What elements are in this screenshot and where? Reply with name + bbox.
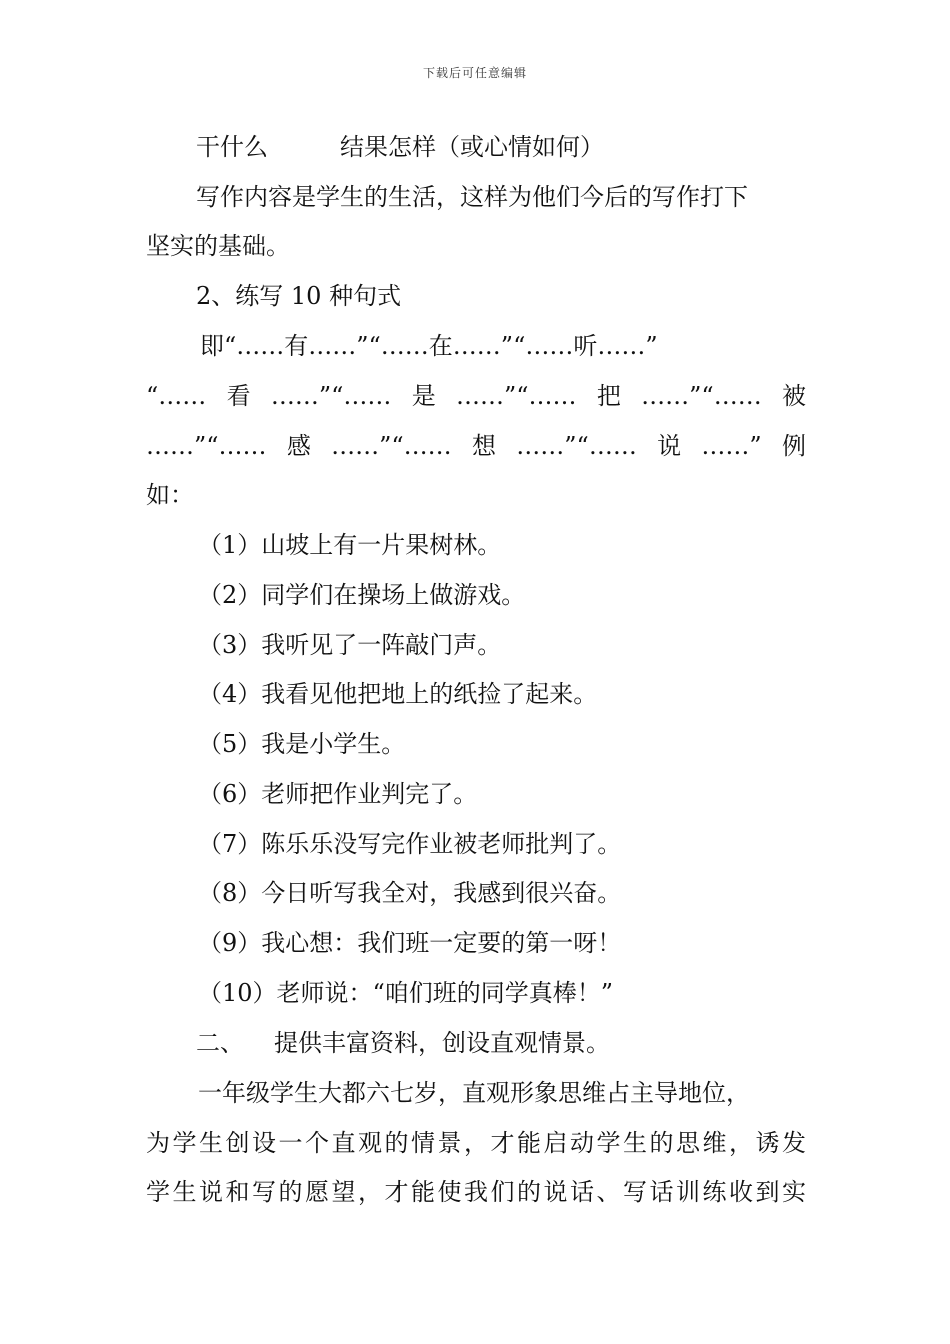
paragraph-line: “……看……”“……是……”“……把……”“……被: [146, 382, 806, 410]
example-sentence: （2）同学们在操场上做游戏。: [198, 581, 526, 609]
paragraph-line: 学生说和写的愿望，才能使我们的说话、写话训练收到实: [146, 1178, 806, 1206]
heading-number: 二、: [196, 1029, 244, 1057]
section-heading: 2、练写 10 种句式: [196, 282, 402, 310]
example-sentence: （8）今日听写我全对，我感到很兴奋。: [198, 879, 622, 907]
paragraph-line: 写作内容是学生的生活，这样为他们今后的写作打下: [196, 183, 748, 211]
example-sentence: （5）我是小学生。: [198, 730, 406, 758]
paragraph-line: 坚实的基础。: [146, 232, 290, 260]
page-header: 下载后可任意编辑: [422, 66, 527, 80]
example-sentence: （3）我听见了一阵敲门声。: [198, 631, 502, 659]
paragraph-line: 一年级学生大都六七岁，直观形象思维占主导地位，: [198, 1079, 750, 1107]
example-sentence: （7）陈乐乐没写完作业被老师批判了。: [198, 830, 622, 858]
paragraph-line: 即“……有……”“……在……”“……听……”: [200, 332, 658, 360]
example-sentence: （6）老师把作业判完了。: [198, 780, 478, 808]
line-what-result: [196, 130, 604, 164]
paragraph-line: 为学生创设一个直观的情景，才能启动学生的思维，诱发: [146, 1129, 806, 1157]
section-heading-two: [196, 1026, 610, 1060]
example-sentence: （10）老师说：“咱们班的同学真棒！”: [198, 979, 614, 1007]
example-sentence: （1）山坡上有一片果树林。: [198, 531, 502, 559]
heading-text: 提供丰富资料，创设直观情景。: [274, 1029, 610, 1057]
text-result: 结果怎样（或心情如何）: [340, 133, 604, 161]
text-what: 干什么: [196, 133, 268, 161]
example-sentence: （4）我看见他把地上的纸捡了起来。: [198, 680, 598, 708]
example-sentence: （9）我心想：我们班一定要的第一呀！: [198, 929, 622, 957]
paragraph-line: ……”“……感……”“……想……”“……说……”例: [146, 432, 806, 460]
paragraph-line: 如：: [146, 481, 194, 509]
